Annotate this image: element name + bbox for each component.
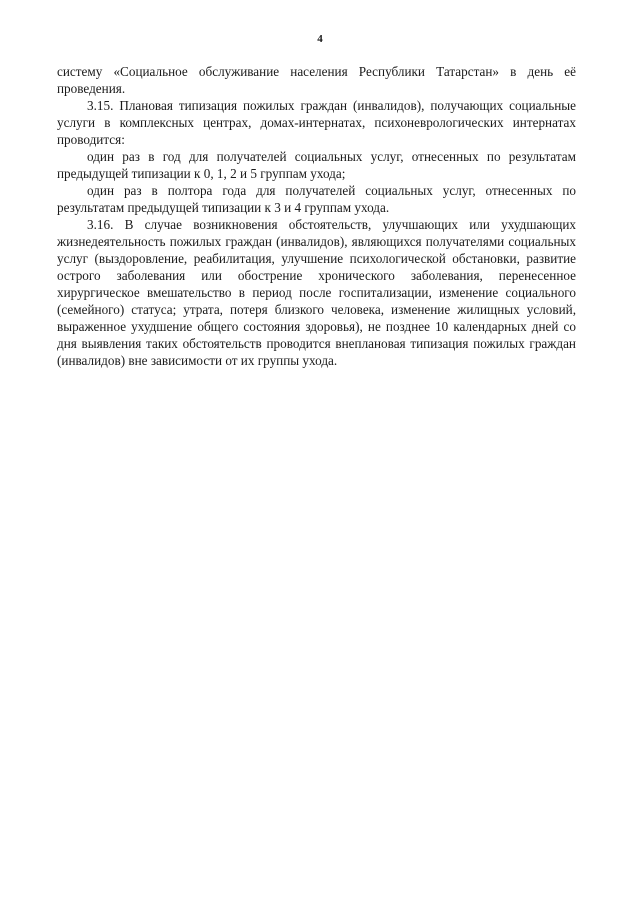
paragraph-one-and-half-year-typing: один раз в полтора года для получателей социальных услуг, отнесенных по результатам предыдущей типизации к 3 и 4 группам ухода.: [57, 183, 576, 215]
paragraph-continuation: систему «Социальное обслуживание населения Республики Татарстан» в день её проведения.: [57, 64, 576, 96]
paragraph-3-15: 3.15. Плановая типизация пожилых граждан (инвалидов), получающих социальные услуги в комплексных центрах, домах-интернатах, психоневрологических интернатах проводится:: [57, 98, 576, 147]
document-body: [57, 63, 576, 369]
paragraph-yearly-typing: один раз в год для получателей социальных услуг, отнесенных по результатам предыдущей типизации к 0, 1, 2 и 5 группам ухода;: [57, 149, 576, 181]
page-number: 4: [317, 33, 323, 45]
paragraph-3-16: 3.16. В случае возникновения обстоятельств, улучшающих или ухудшающих жизнедеятельность пожилых граждан (инвалидов), являющихся получателями социальных услуг (выздоровление, реабилитация, улучшение психологической обстановки, развитие острого заболевания или обострение хронического заболевания, перенесенное хирургическое вмешательство в период после госпитализации, изменение социального (семейного) статуса; утрата, потеря близкого человека, изменение жилищных условий, выраженное ухудшение общего состояния здоровья), не позднее 10 календарных дней со дня выявления таких обстоятельств проводится внеплановая типизация пожилых граждан (инвалидов) вне зависимости от их группы ухода.: [57, 217, 576, 368]
